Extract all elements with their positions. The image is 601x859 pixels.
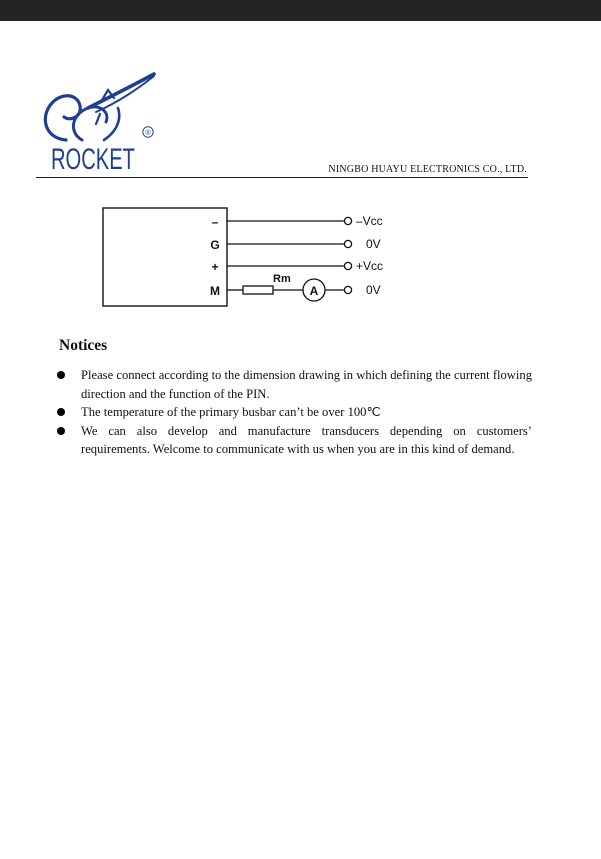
resistor-label: Rm [273,273,291,285]
terminal [344,286,351,293]
list-item [55,403,532,422]
terminal [344,217,351,224]
header-rule [36,177,528,178]
bullet-icon [57,371,65,379]
notices-title: Notices [59,337,108,354]
output-label: +Vcc [356,259,384,273]
list-item [55,422,532,459]
pin-label: M [210,284,220,298]
notice-text: We can also develop and manufacture transducers depending on customers’ requirements. Welcome to communicate with us when you are in this kind of demand. [81,423,532,457]
list-item [55,366,532,403]
output-label: 0V [366,237,381,251]
terminal [344,262,351,269]
notice-text: Please connect according to the dimension drawing in which defining the current flowing direction and the function of the PIN. [81,368,532,401]
module-box [103,208,227,306]
logo-text: ROCKET [51,143,135,175]
meter-label: A [309,284,319,298]
top-bar [0,0,601,21]
terminal [344,240,351,247]
notice-text: The temperature of the primary busbar can’t be over 100℃ [81,405,381,420]
output-label: –Vcc [356,214,383,228]
company-name: NINGBO HUAYU ELECTRONICS CO., LTD. [328,164,527,175]
resistor-symbol [243,286,273,294]
rocket-logo-icon [38,70,168,175]
wiring-diagram [95,200,405,312]
notices-list [55,366,532,459]
output-label: 0V [366,283,381,297]
pin-label: – [211,215,219,229]
pin-label: + [211,260,219,274]
bullet-icon [57,408,65,416]
pin-label: G [210,238,220,252]
registered-mark: ® [145,128,151,137]
bullet-icon [57,427,65,435]
